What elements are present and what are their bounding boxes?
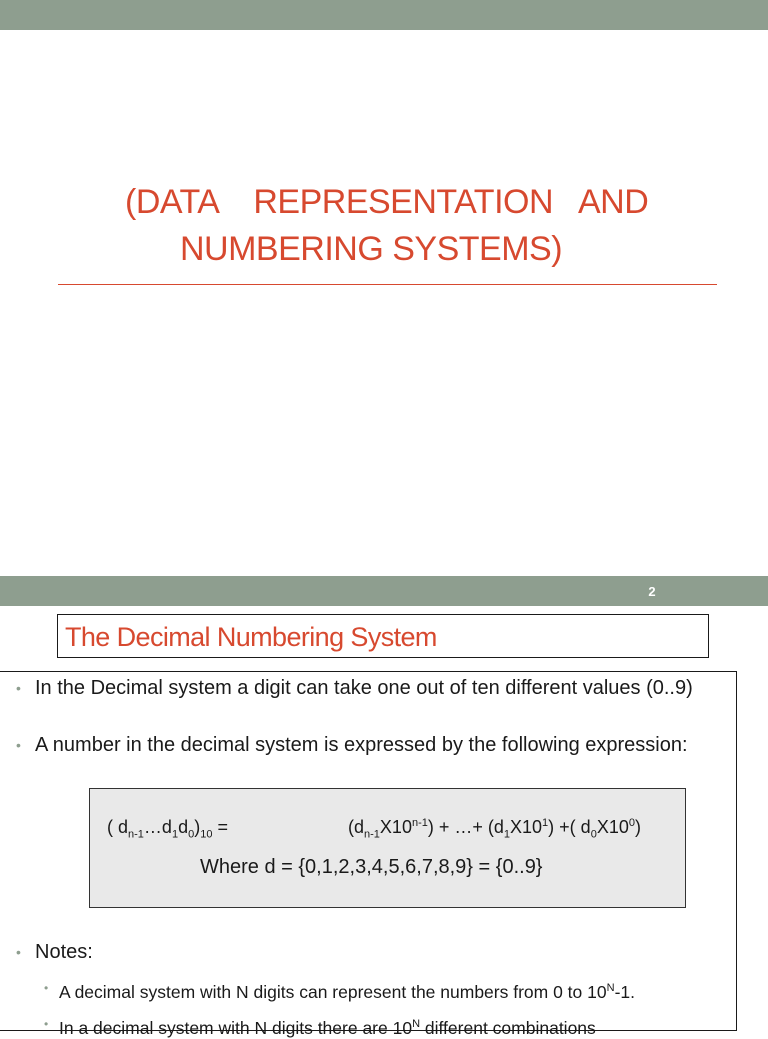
bullet-text: Notes:: [35, 941, 93, 963]
sub-bullet-item: [44, 1013, 739, 1039]
formula-rhs: $(d_{n-1}X10^{n-1})$ + …+ $(d_1X10^1)$ +( $d_0X10^0$): [348, 817, 641, 841]
bullet-dot-icon: •: [16, 680, 21, 696]
exponent: N: [606, 982, 615, 994]
sub-bullet-text: A decimal system with N digits can represent the numbers from 0 to 10: [59, 981, 607, 1002]
bullet-dot-icon: •: [16, 944, 21, 960]
slide-title: The Decimal Numbering System: [65, 622, 437, 652]
formula-lhs: ( $d_{n-1}\dots d_1d_0)_{10}$ =: [107, 817, 228, 841]
slide-title-line-2: NUMBERING SYSTEMS): [180, 230, 563, 268]
formula-box: [89, 788, 686, 908]
bullet-text: In the Decimal system a digit can take one out of ten different values (0..9): [35, 677, 693, 699]
sub-bullet-item: [44, 977, 739, 1003]
bullet-item: [16, 675, 695, 702]
sub-bullet-text: In a decimal system with N digits there are 10: [59, 1017, 413, 1038]
bullet-item: [16, 732, 695, 759]
title-rule: [58, 284, 717, 285]
sub-bullet-tail: -1.: [614, 981, 635, 1002]
exponent: N: [412, 1018, 421, 1030]
formula-where: Where d = {0,1,2,3,4,5,6,7,8,9} = {0..9}: [200, 856, 543, 878]
top-band: [0, 0, 768, 30]
slide-title-box: [57, 614, 709, 658]
sub-bullet-dot-icon: •: [44, 981, 49, 995]
sub-bullet-tail: different combinations: [420, 1017, 596, 1038]
sub-bullet-dot-icon: •: [44, 1017, 49, 1031]
slide-title-line-1: (DATA REPRESENTATION AND: [125, 183, 649, 221]
bullet-dot-icon: •: [16, 737, 21, 753]
bullet-text: A number in the decimal system is expressed by the following expression:: [35, 734, 688, 756]
slide-number: 2: [648, 584, 656, 599]
bullet-item: [16, 939, 695, 966]
